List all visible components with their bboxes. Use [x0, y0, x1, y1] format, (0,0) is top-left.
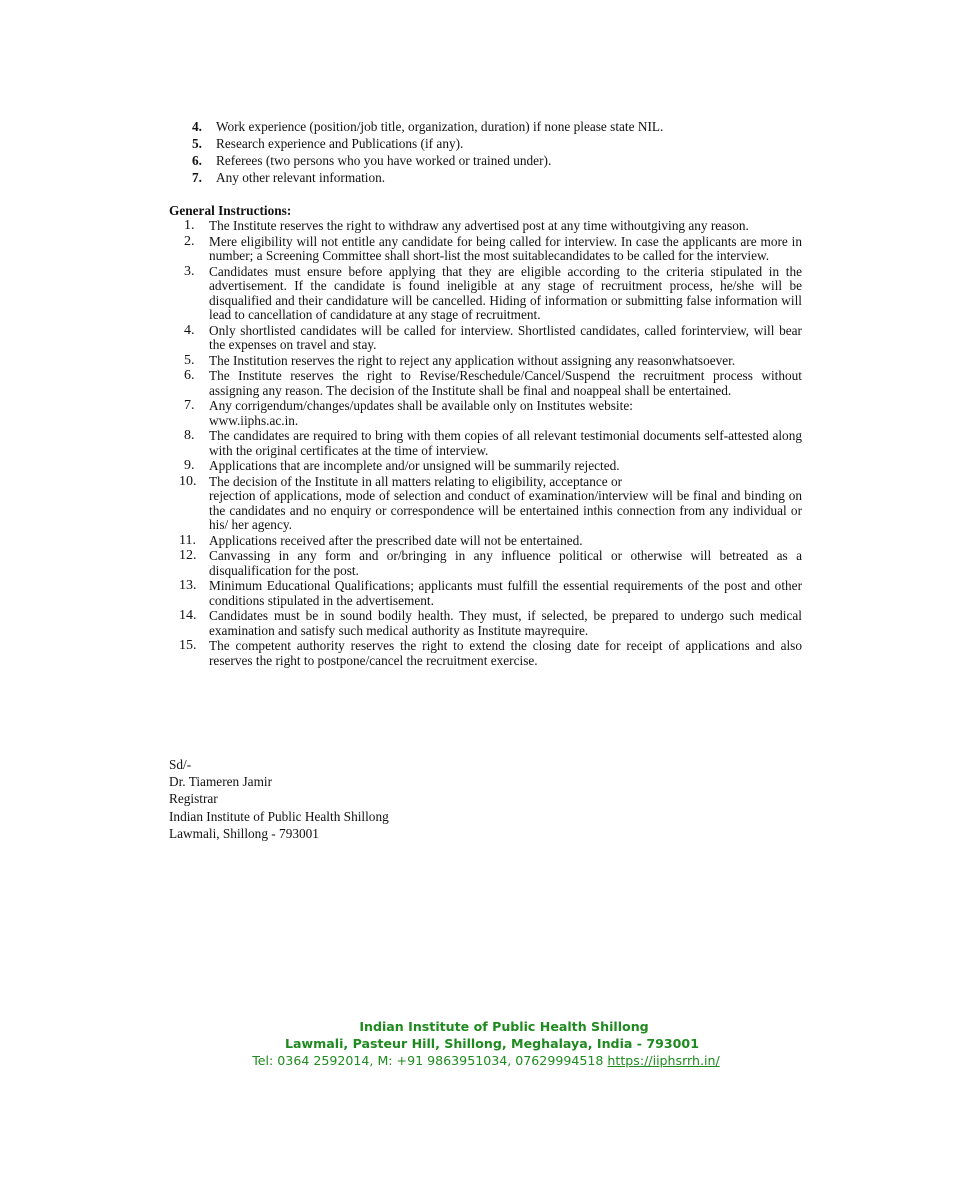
- signatory-designation: Registrar: [169, 791, 218, 807]
- letterhead-footer: [0, 1018, 960, 1070]
- footer-website-link[interactable]: https://iiphsrrh.in/: [607, 1053, 720, 1068]
- item-number: 7.: [184, 398, 195, 413]
- item-number: 15.: [179, 638, 197, 653]
- instruction-item: [169, 639, 802, 668]
- item-number: 3.: [184, 263, 195, 279]
- item-text: Referees (two persons who you have worked or trained under).: [216, 153, 552, 169]
- item-text: Any corrigendum/changes/updates shall be available only on Institutes website:: [209, 398, 633, 413]
- instruction-item: [169, 475, 802, 533]
- item-text: The candidates are required to bring with them copies of all relevant testimonial documents self-attested along with the original certificates at the time of interview.: [209, 428, 802, 458]
- item-text-continued: rejection of applications, mode of selection and conduct of examination/interview will be final and binding on the candidates and no enquiry or correspondence will be entertained inthis connection from any individual or his/ her agency.: [209, 488, 802, 532]
- item-number: 4.: [192, 119, 202, 134]
- item-number: 4.: [184, 322, 195, 338]
- item-text: The decision of the Institute in all matters relating to eligibility, acceptance or: [209, 473, 623, 489]
- item-text: Minimum Educational Qualifications; applicants must fulfill the essential requirements of the post and other conditions stipulated in the advertisement.: [209, 578, 802, 608]
- item-text: Applications received after the prescribed date will not be entertained.: [209, 532, 583, 548]
- item-text: The competent authority reserves the right to extend the closing date for receipt of applications and also reserves the right to postpone/cancel the recruitment exercise.: [209, 638, 802, 668]
- application-requirements-list: [189, 118, 809, 186]
- item-number: 2.: [184, 233, 195, 249]
- item-number: 13.: [179, 578, 197, 593]
- item-text: The Institute reserves the right to withdraw any advertised post at any time withoutgiving any reason.: [209, 218, 749, 233]
- list-item: [189, 169, 809, 186]
- item-number: 14.: [179, 608, 197, 623]
- signatory-institute: Indian Institute of Public Health Shillong: [169, 808, 389, 824]
- instruction-item: [169, 219, 802, 234]
- instruction-item: [169, 459, 802, 474]
- instruction-item: [169, 354, 802, 369]
- item-text: Any other relevant information.: [216, 170, 386, 186]
- item-text: Canvassing in any form and or/bringing in any influence political or otherwise will betreated as a disqualification for the post.: [209, 548, 802, 578]
- footer-contact: [0, 1052, 960, 1070]
- signature-block: [169, 756, 389, 842]
- footer-institute-name: Indian Institute of Public Health Shillong: [359, 1019, 649, 1034]
- list-item: [189, 118, 809, 135]
- footer-address: Lawmali, Pasteur Hill, Shillong, Meghalaya, India - 793001: [285, 1036, 699, 1051]
- item-number: 9.: [184, 458, 195, 473]
- instruction-item: [169, 324, 802, 353]
- item-number: 11.: [179, 532, 196, 548]
- website-text: www.iiphs.ac.in.: [209, 412, 299, 428]
- instruction-item: [169, 265, 802, 323]
- item-number: 1.: [184, 218, 195, 233]
- instruction-item: [169, 609, 802, 638]
- instruction-item: [169, 549, 802, 578]
- item-text: Applications that are incomplete and/or unsigned will be summarily rejected.: [209, 458, 620, 473]
- general-instructions-list: [169, 219, 802, 669]
- item-text: Only shortlisted candidates will be called for interview. Shortlisted candidates, called forinterview, will bear the expenses on travel and stay.: [209, 322, 802, 352]
- item-text: Candidates must ensure before applying that they are eligible according to the criteria stipulated in the advertisement. If the candidate is found ineligible at any stage of recruitment process, he/she will be disqualified and their candidature will be cancelled. Hiding of information or submitting false information will lead to cancellation of candidature at any stage of recruitment.: [209, 263, 802, 322]
- item-number: 5.: [192, 136, 202, 152]
- item-number: 10.: [179, 473, 197, 489]
- list-item: [189, 135, 809, 152]
- item-text: Research experience and Publications (if any).: [216, 136, 464, 152]
- item-number: 6.: [184, 368, 195, 383]
- item-number: 12.: [179, 548, 197, 563]
- item-number: 8.: [184, 428, 195, 443]
- list-item: [189, 152, 809, 169]
- item-number: 7.: [192, 170, 202, 186]
- signatory-address: Lawmali, Shillong - 793001: [169, 825, 319, 841]
- item-number: 6.: [192, 153, 202, 169]
- instruction-item: [169, 235, 802, 264]
- item-text: Work experience (position/job title, organization, duration) if none please state NIL.: [216, 119, 664, 134]
- item-text: The Institution reserves the right to reject any application without assigning any reasonwhatsoever.: [209, 352, 736, 368]
- item-number: 5.: [184, 352, 195, 368]
- signatory-name: Dr. Tiameren Jamir: [169, 774, 273, 790]
- instruction-item: [169, 399, 802, 428]
- item-text: Candidates must be in sound bodily health. They must, if selected, be prepared to undergo such medical examination and satisfy such medical authority as Institute mayrequire.: [209, 608, 802, 638]
- instruction-item: [169, 534, 802, 549]
- instruction-item: [169, 429, 802, 458]
- footer-phone: Tel: 0364 2592014, M: +91 9863951034, 07629994518: [252, 1053, 608, 1068]
- item-text: The Institute reserves the right to Revise/Reschedule/Cancel/Suspend the recruitment process without assigning any reason. The decision of the Institute shall be final and noappeal shall be entertained.: [209, 368, 802, 398]
- instruction-item: [169, 369, 802, 398]
- item-text: Mere eligibility will not entitle any candidate for being called for interview. In case the applicants are more in number; a Screening Committee shall short-list the most suitablecandidates to be called for the interview.: [209, 233, 802, 263]
- general-instructions-heading: General Instructions:: [169, 203, 292, 218]
- signature-sd: Sd/-: [169, 757, 192, 772]
- instruction-item: [169, 579, 802, 608]
